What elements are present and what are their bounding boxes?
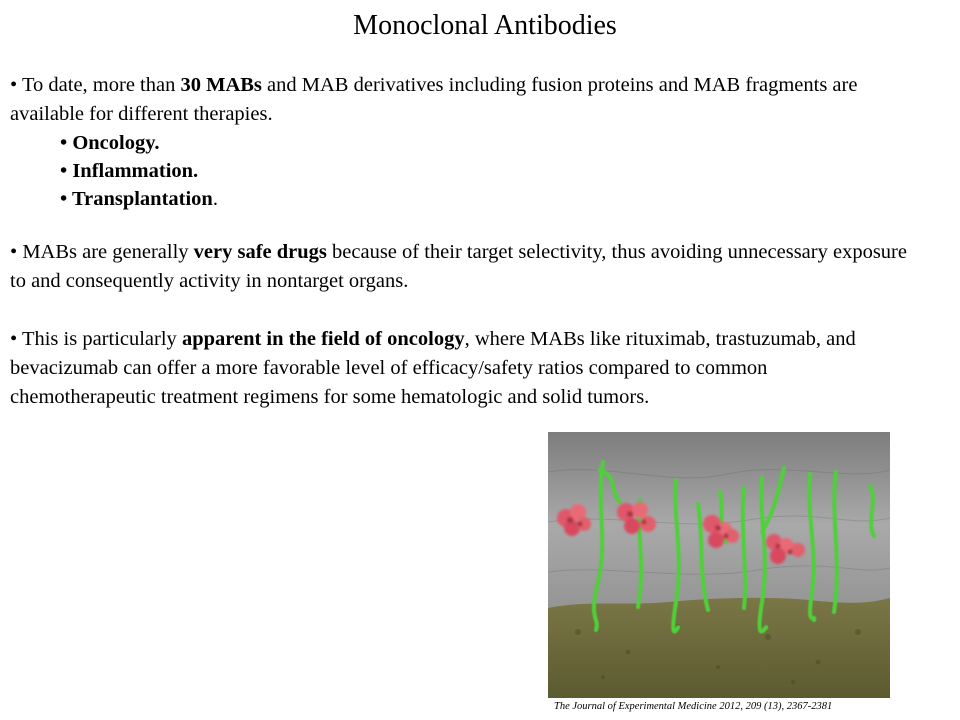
antibody-illustration — [548, 432, 890, 698]
subitem-inflammation — [60, 157, 198, 185]
antibody-strand — [834, 472, 837, 612]
subitem-label: Oncology. — [72, 132, 160, 154]
p1-bold-text: 30 MABs — [180, 74, 262, 96]
antibody-strand — [743, 488, 745, 608]
bullet: • — [60, 188, 68, 210]
bullet: • — [60, 132, 68, 154]
bullet: • — [60, 160, 68, 182]
p1-text-start: To date, more than — [21, 74, 181, 96]
p1-text-end: and MAB derivatives including fusion proteins and MAB fragments are available for different therapies. — [10, 74, 858, 125]
p2-text-end: because of their target selectivity, thus avoiding unnecessary exposure to and consequently activity in nontarget organs. — [10, 241, 907, 292]
p2-bold-text: very safe drugs — [193, 241, 327, 263]
bullet: • — [10, 74, 18, 96]
tissue-layer — [548, 598, 890, 698]
p3-text-end: , where MABs like rituximab, trastuzumab, and bevacizumab can offer a more favorable level of efficacy/safety ratios compared to common chemotherapeutic treatment regimens for some hematologic and solid tumors. — [10, 328, 856, 408]
subitem-tail: . — [212, 188, 218, 210]
p2-text-start: MABs are generally — [22, 241, 194, 263]
slide-title: Monoclonal Antibodies — [353, 10, 617, 41]
paragraph-oncology — [10, 325, 915, 412]
paragraph-mab-count — [10, 71, 915, 129]
p3-text-start: This is particularly — [21, 328, 182, 350]
paragraph-safety — [10, 238, 915, 296]
bullet: • — [10, 241, 18, 263]
antibody-strand — [870, 486, 874, 536]
subitem-label: Transplantation — [71, 188, 213, 210]
subitem-label: Inflammation. — [72, 160, 199, 182]
figure-caption: The Journal of Experimental Medicine 2012, 209 (13), 2367-2381 — [554, 701, 833, 712]
subitem-transplantation — [60, 185, 218, 213]
bullet: • — [10, 328, 18, 350]
p3-bold-text: apparent in the field of oncology — [181, 328, 465, 350]
subitem-oncology — [60, 129, 159, 157]
antibody-illustration-svg — [548, 432, 890, 698]
